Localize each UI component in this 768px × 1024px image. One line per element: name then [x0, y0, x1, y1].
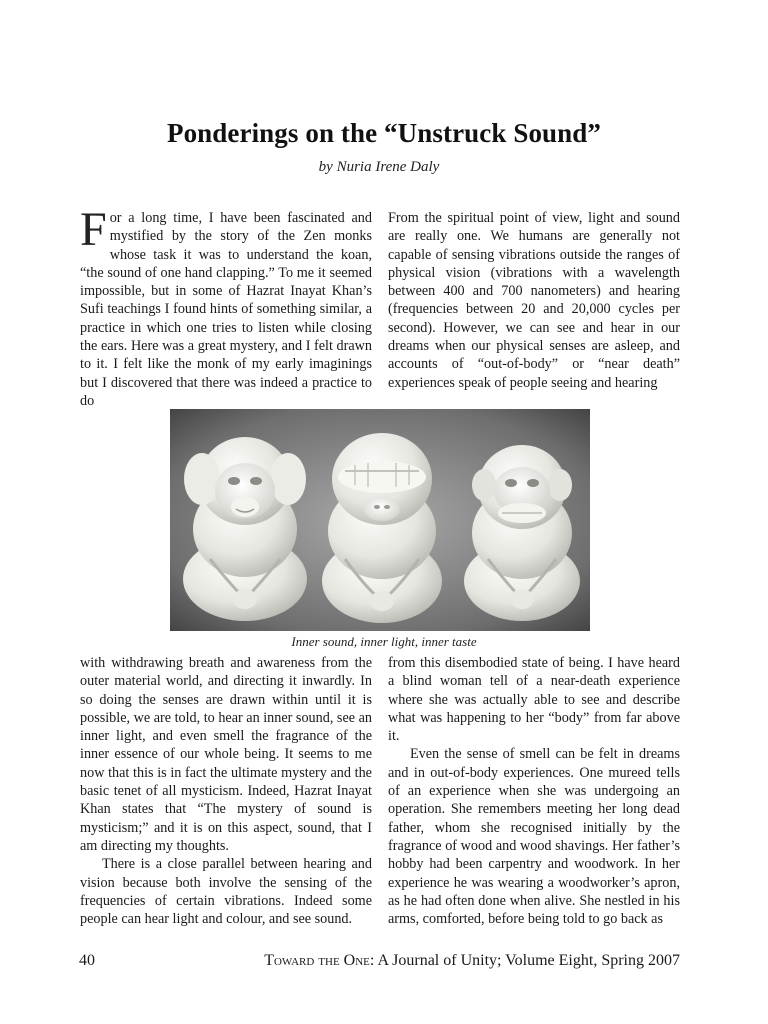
paragraph-intro-text: or a long time, I have been fascinated and mystified by the story of the Zen monks whose task it was to understand the koan, “the sound of one hand clapping.” To me it seemed impossible, but in some of Hazrat Inayat Khan’s Sufi teachings I found hints of something similar, a practice in which one tries to listen while closing the ears. Here was a great mystery, and I felt drawn to it. I felt like the monk of my early imaginings but I discovered that there was indeed a practice to do: [80, 210, 372, 409]
monkey-speak-no-evil: [464, 445, 580, 621]
paragraph-intro: [80, 203, 372, 410]
text-column-3: [80, 654, 372, 936]
three-monkeys-illustration: [170, 409, 590, 631]
paragraph-sense-of-smell: Even the sense of smell can be felt in dreams and in out-of-body experiences. One mureed tells of an experience when she was undergoing an operation. She remembers meeting her long dead father, whom she recognised initially by the fragrance of wood and wood shavings. Her father’s hobby had been carpentry and woodwork. In her experience he was wearing a woodworker’s apron, as he had often done when alive. She nestled in his arms, comforted, before being told to go back as: [388, 746, 680, 928]
article-byline: by Nuria Irene Daly: [318, 159, 440, 175]
journal-details: : A Journal of Unity; Volume Eight, Spring 2007: [369, 952, 680, 969]
drop-cap: F: [80, 203, 107, 256]
journal-footer: [264, 952, 680, 970]
monkey-hear-no-evil: [183, 437, 307, 621]
text-column-2: [388, 209, 680, 399]
paragraph-hearing-vision: There is a close parallel between hearing and vision because both involve the sensing of the frequencies of certain vibrations. Indeed some people can hear light and colour, and see sound.: [80, 856, 372, 928]
article-title: Ponderings on the “Unstruck Sound”: [166, 118, 601, 148]
text-column-1: [80, 203, 372, 409]
monkey-see-no-evil: [322, 433, 442, 623]
journal-name: Toward the One: [264, 952, 370, 969]
paragraph-disembodied-state: from this disembodied state of being. I have heard a blind woman tell of a near-death experience where she was actually able to see and describe what was happening to her “body” from far above it.: [388, 655, 680, 745]
paragraph-spiritual-view: From the spiritual point of view, light and sound are really one. We humans are generally not capable of sensing vibrations outside the ranges of physical vision (vibrations with a wavelength between 400 and 700 nanometers) and hearing (frequencies between 20 and 20,000 cycles per second). However, we can see and hear in our dreams when our physical senses are asleep, and accounts of “out-of-body” or “near death” experiences speak of people seeing and hearing: [388, 210, 680, 391]
three-monkeys-photo: [170, 409, 590, 631]
page-number: 40: [79, 952, 95, 969]
paragraph-withdrawing-breath: with withdrawing breath and awareness from the outer material world, and directing it inwardly. In so doing the senses are drawn within until it is possible, we are told, to hear an inner sound, see an inner light, and even smell the fragrance of the inner essence of our whole being. It seems to me now that this is in fact the ultimate mystery and the basic tenet of all mysticism. Indeed, Hazrat Inayat Khan states that “The mystery of sound is mysticism;” and it is on this aspect, sound, that I am directing my thoughts.: [80, 655, 372, 854]
figure-caption: Inner sound, inner light, inner taste: [291, 634, 477, 649]
text-column-4: [388, 654, 680, 936]
